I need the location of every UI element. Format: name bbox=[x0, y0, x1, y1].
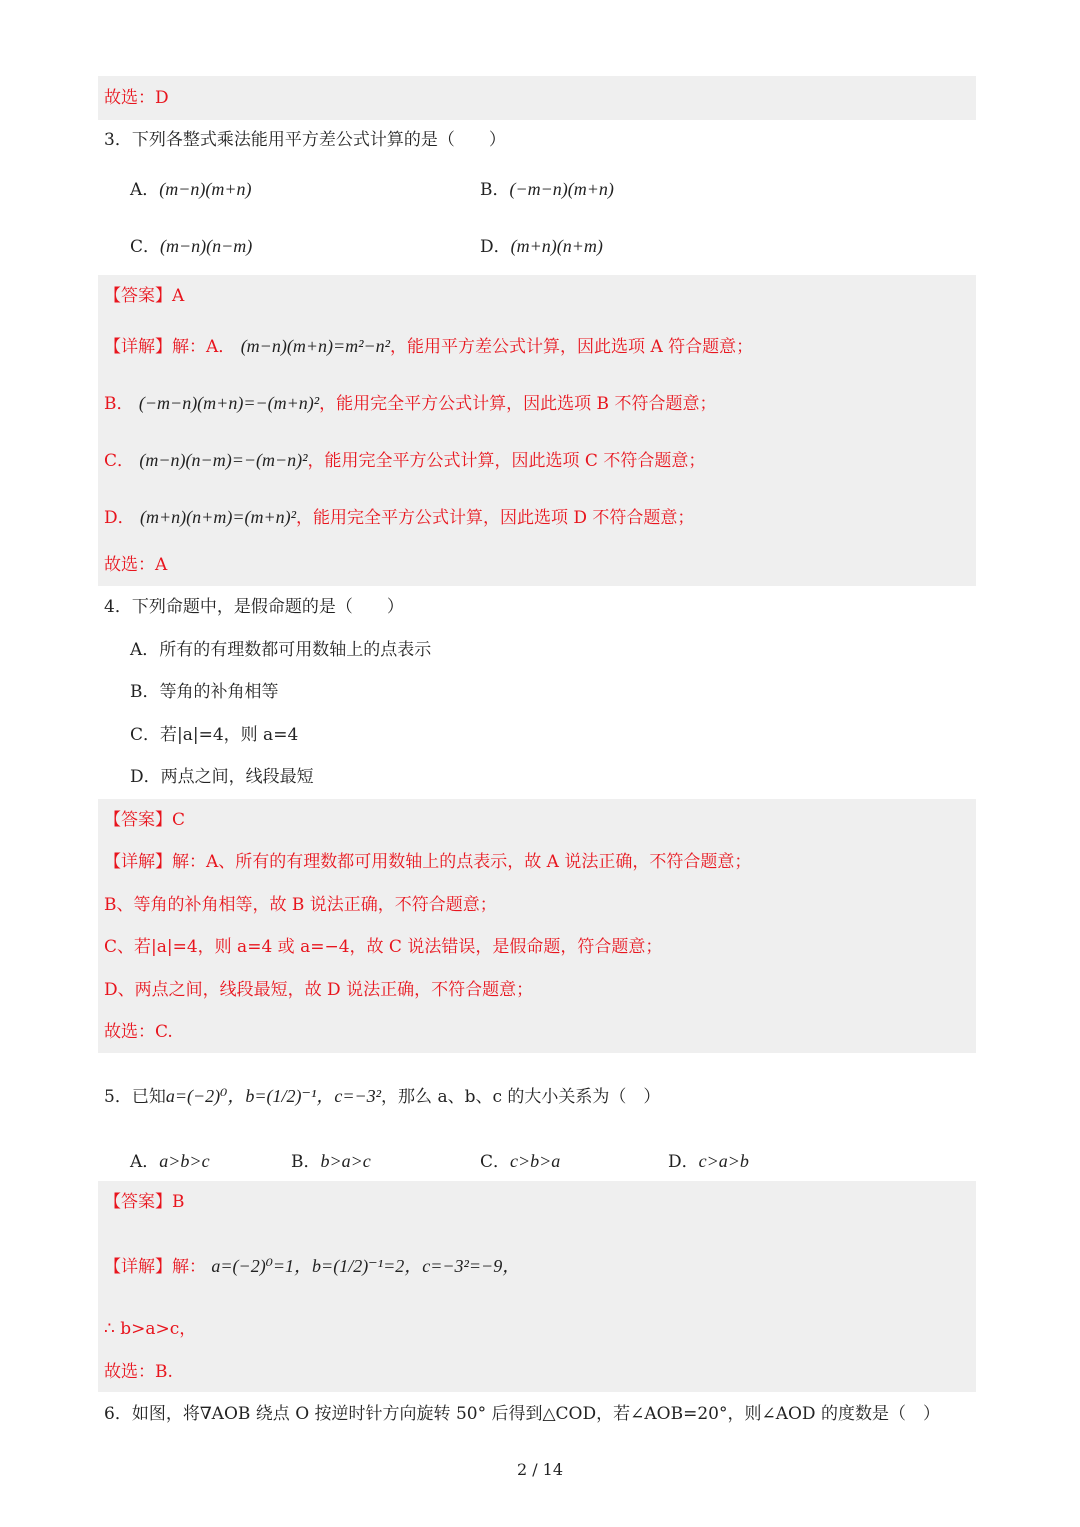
q3-option-c bbox=[130, 237, 252, 256]
q5-stem-expr: a=(−2)⁰，b=(1/2)⁻¹，c=−3² bbox=[165, 1086, 382, 1106]
q3-option-d bbox=[480, 237, 603, 256]
answer-box-q4 bbox=[98, 799, 976, 1053]
q3-line-2-expr: (−m−n)(m+n)=−(m+n)² bbox=[138, 393, 320, 413]
q5-detail-tag: 【详解】 bbox=[104, 1257, 172, 1277]
q3-option-c-expr: (m−n)(n−m) bbox=[160, 236, 253, 256]
q4-stem: 4．下列命题中，是假命题的是（ ） bbox=[104, 597, 404, 617]
q4-conclusion: 故选：C. bbox=[104, 1022, 173, 1042]
answer-box-q5 bbox=[98, 1181, 976, 1392]
q3-option-b-label: B． bbox=[480, 180, 510, 200]
q3-line-1-prefix: 解：A． bbox=[172, 337, 236, 357]
q4-detail-line-2: B、等角的补角相等，故 B 说法正确，不符合题意； bbox=[104, 895, 497, 915]
q5-stem-prefix: 5．已知 bbox=[104, 1087, 166, 1107]
q5-detail-line bbox=[104, 1257, 520, 1276]
q5-option-d bbox=[668, 1152, 749, 1171]
q5-answer: 【答案】B bbox=[104, 1192, 185, 1212]
page-number: 2 / 14 bbox=[516, 1460, 564, 1479]
q5-therefore: ∴ b>a>c， bbox=[104, 1319, 197, 1339]
q3-line-2-prefix: B． bbox=[104, 394, 134, 414]
q5-option-a-expr: a>b>c bbox=[159, 1151, 210, 1171]
q5-option-a-label: A． bbox=[130, 1152, 160, 1172]
q5-option-b bbox=[291, 1152, 371, 1171]
q3-stem: 3．下列各整式乘法能用平方差公式计算的是（ ） bbox=[104, 130, 506, 150]
q3-answer: 【答案】A bbox=[104, 286, 185, 306]
q3-conclusion: 故选：A bbox=[104, 555, 168, 575]
q5-option-d-expr: c>a>b bbox=[698, 1151, 749, 1171]
q4-detail-line-1 bbox=[104, 854, 751, 871]
q4-option-c: C．若|a|=4，则 a=4 bbox=[130, 725, 299, 745]
q4-line-1-text: 解：A、所有的有理数都可用数轴上的点表示，故 A 说法正确，不符合题意； bbox=[172, 852, 752, 872]
q5-option-c-label: C． bbox=[480, 1152, 511, 1172]
answer-box-q3 bbox=[98, 275, 976, 586]
q5-option-c-expr: c>b>a bbox=[510, 1151, 561, 1171]
q3-option-b-expr: (−m−n)(m+n) bbox=[509, 179, 614, 199]
q3-line-1-text: ，能用平方差公式计算，因此选项 A 符合题意； bbox=[390, 337, 754, 357]
q3-option-a bbox=[130, 180, 252, 199]
q4-option-b: B．等角的补角相等 bbox=[130, 682, 279, 702]
q3-line-3-prefix: C． bbox=[104, 451, 135, 471]
q3-option-d-label: D． bbox=[480, 237, 511, 257]
q3-option-d-expr: (m+n)(n+m) bbox=[510, 236, 603, 256]
q5-detail-prefix: 解： bbox=[172, 1257, 206, 1277]
q5-stem bbox=[104, 1087, 660, 1106]
q3-detail-line-2 bbox=[104, 394, 716, 413]
q3-line-3-expr: (m−n)(n−m)=−(m−n)² bbox=[139, 450, 308, 470]
q3-detail-line-4 bbox=[104, 508, 694, 527]
q4-detail-tag: 【详解】 bbox=[104, 852, 172, 872]
q3-line-2-text: ，能用完全平方公式计算，因此选项 B 不符合题意； bbox=[319, 394, 717, 414]
q4-detail-line-4: D、两点之间，线段最短，故 D 说法正确，不符合题意； bbox=[104, 980, 534, 1000]
q3-line-4-prefix: D． bbox=[104, 508, 135, 528]
q3-detail-line-1 bbox=[104, 337, 753, 356]
q5-option-b-expr: b>a>c bbox=[320, 1151, 371, 1171]
q3-detail-line-3 bbox=[104, 451, 705, 470]
q3-option-a-expr: (m−n)(m+n) bbox=[159, 179, 252, 199]
q5-option-d-label: D． bbox=[668, 1152, 699, 1172]
q4-option-d: D．两点之间，线段最短 bbox=[130, 767, 314, 787]
q3-detail-tag: 【详解】 bbox=[104, 337, 172, 357]
q3-line-3-text: ，能用完全平方公式计算，因此选项 C 不符合题意； bbox=[307, 451, 706, 471]
q5-stem-suffix: ，那么 a、b、c 的大小关系为（ ） bbox=[381, 1087, 661, 1107]
q3-line-4-expr: (m+n)(n+m)=(m+n)² bbox=[140, 507, 296, 527]
answer-box-q2 bbox=[98, 76, 976, 120]
q3-option-c-label: C． bbox=[130, 237, 161, 257]
q3-line-4-text: ，能用完全平方公式计算，因此选项 D 不符合题意； bbox=[296, 508, 695, 528]
q5-option-a bbox=[130, 1152, 210, 1171]
q3-option-b bbox=[480, 180, 614, 199]
q4-detail-line-3: C、若|a|=4，则 a=4 或 a=−4，故 C 说法错误，是假命题，符合题意； bbox=[104, 937, 663, 957]
q5-conclusion: 故选：B. bbox=[104, 1362, 173, 1382]
q3-option-a-label: A． bbox=[130, 180, 160, 200]
q3-line-1-expr: (m−n)(m+n)=m²−n² bbox=[240, 336, 391, 356]
q4-answer: 【答案】C bbox=[104, 810, 186, 830]
q5-option-b-label: B． bbox=[291, 1152, 321, 1172]
q4-option-a: A．所有的有理数都可用数轴上的点表示 bbox=[130, 640, 432, 660]
q5-option-c bbox=[480, 1152, 560, 1171]
q2-conclusion: 故选：D bbox=[104, 88, 169, 108]
q6-stem: 6．如图，将∇AOB 绕点 O 按逆时针方向旋转 50° 后得到△COD，若∠AOB=20°，则∠AOD 的度数是（ ） bbox=[104, 1404, 940, 1424]
q5-detail-expr: a=(−2)⁰=1，b=(1/2)⁻¹=2，c=−3²=−9， bbox=[211, 1256, 521, 1276]
